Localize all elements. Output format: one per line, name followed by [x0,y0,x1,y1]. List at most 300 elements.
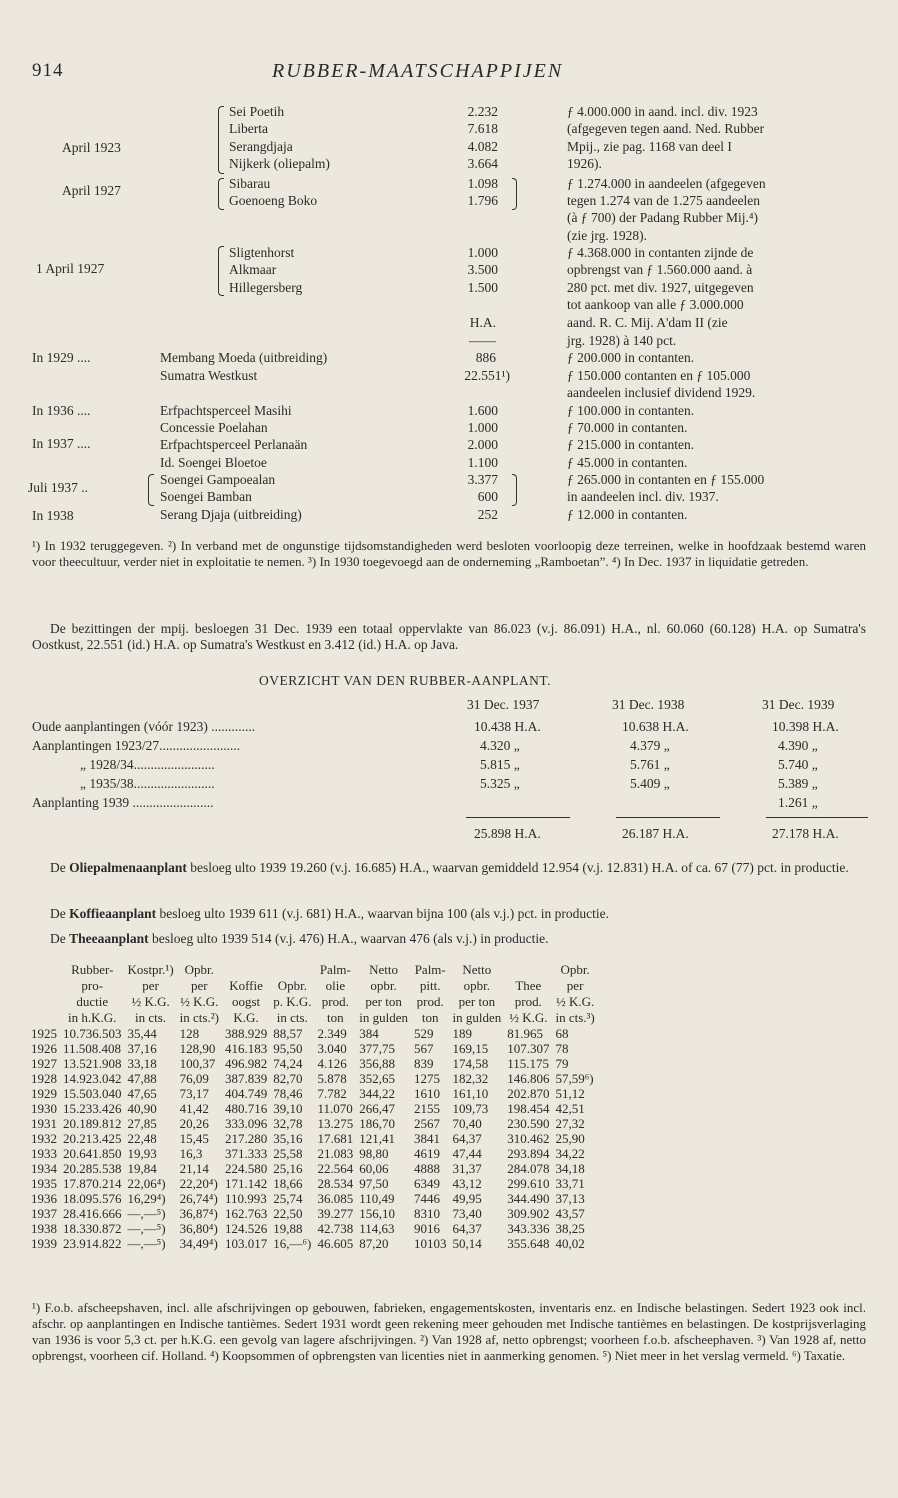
table-cell: 34,22 [555,1146,585,1161]
ha-label: H.A. [469,315,496,330]
area-value: 1.796 [467,193,498,208]
table-cell: 352,65 [359,1071,395,1086]
header-cell [28,978,60,994]
para-prefix: De [50,860,66,875]
overview-col-header: 31 Dec. 1938 [612,697,685,712]
acq-note: aandeelen inclusief dividend 1929. [567,385,756,400]
table-cell: 35,44 [127,1026,157,1041]
year-cell: 1929 [31,1086,57,1101]
overview-cell: 10.438 H.A. [474,719,541,734]
para-term: Oliepalmenaanplant [69,860,187,875]
acq-note: aand. R. C. Mij. A'dam II (zie [567,315,728,330]
estate-name: Liberta [229,121,268,136]
acq-note: 280 pct. met div. 1927, uitgegeven [567,280,754,295]
header-cell: in cts.³) [555,1010,595,1025]
table-cell: 230.590 [507,1116,550,1131]
year-cell: 1927 [31,1056,57,1071]
table-cell: 40,90 [127,1101,157,1116]
table-cell: 496.982 [224,1056,268,1071]
area-value: 7.618 [467,121,498,136]
table-cell: 16,—⁶) [273,1236,312,1251]
table-cell: 33,18 [127,1056,157,1071]
table-cell: 416.183 [224,1041,268,1056]
table-cell: 110,49 [359,1191,395,1206]
table-cell: 37,16 [127,1041,157,1056]
overview-cell: 5.325 „ [480,776,520,791]
table-cell: 182,32 [452,1071,489,1086]
para-term: Koffieaanplant [69,906,157,921]
header-cell: p. K.G. [273,994,312,1009]
table-cell: 309.902 [507,1206,550,1221]
table-cell: 23.914.822 [63,1236,122,1251]
table-row [28,1176,598,1191]
header-cell: prod. [321,994,349,1009]
table-cell: 7446 [413,1191,440,1206]
table-cell: 9016 [413,1221,440,1236]
table-cell: 16,3 [179,1146,203,1161]
table-cell: 33,71 [555,1176,585,1191]
table-cell: 21.083 [317,1146,354,1161]
table-cell: 27,85 [127,1116,157,1131]
estate-name: Sumatra Westkust [160,368,258,383]
table-cell: 70,40 [452,1116,482,1131]
header-cell: Opbr. [184,962,214,977]
table-cell: 36,87⁴) [179,1206,218,1221]
table-cell: 36.085 [317,1191,354,1206]
table-cell: 1275 [413,1071,440,1086]
para-prefix: De [50,906,66,921]
header-cell: ductie [76,994,109,1009]
header-cell: Opbr. [277,978,307,993]
acq-note: tot aankoop van alle ƒ 3.000.000 [567,297,744,312]
header-cell: Netto [462,962,492,977]
table-cell: 22,48 [127,1131,157,1146]
table-row [28,1056,598,1071]
table-cell: 124.526 [224,1221,268,1236]
oilpalm-paragraph [32,860,866,876]
table-cell: 5.878 [317,1071,347,1086]
table-cell: 186,70 [359,1116,395,1131]
acq-note: ƒ 215.000 in contanten. [567,437,695,452]
table-cell: 344.490 [507,1191,550,1206]
table-cell: 47,65 [127,1086,157,1101]
overview-cell: 10.638 H.A. [622,719,689,734]
overview-col-header: 31 Dec. 1937 [467,697,540,712]
header-cell: prod. [514,994,542,1009]
table-cell: 26,74⁴) [179,1191,218,1206]
table-cell: 51,12 [555,1086,585,1101]
table-cell: 78 [555,1041,569,1056]
table-cell: 50,14 [452,1236,482,1251]
overview-col-header: 31 Dec. 1939 [762,697,835,712]
table-row [28,1221,598,1236]
area-value: 886 [475,350,496,365]
table-cell: 377,75 [359,1041,395,1056]
estate-name: Soengei Bamban [160,489,252,504]
header-cell: Koffie [229,978,263,993]
header-cell: opbr. [370,978,397,993]
production-table [28,962,598,1251]
year-cell: 1930 [31,1101,57,1116]
page-title: RUBBER-MAATSCHAPPIJEN [272,60,564,82]
sum-rule [466,817,570,818]
table-cell: 64,37 [452,1131,482,1146]
header-row [28,962,598,978]
table-cell: 64,37 [452,1221,482,1236]
table-cell: 35,16 [273,1131,303,1146]
acq-note: Mpij., zie pag. 1168 van deel I [567,139,732,154]
table-cell: 74,24 [273,1056,303,1071]
table-row [28,1071,598,1086]
table-cell: 17.681 [317,1131,354,1146]
acq-note: 1926). [567,156,602,171]
header-cell: in cts.²) [179,1010,219,1025]
header-cell: Kostpr.¹) [127,962,174,977]
table-cell: 310.462 [507,1131,550,1146]
table-cell: 2567 [413,1116,440,1131]
overview-row-label: „ 1928/34........................ [80,757,215,772]
brace [148,474,154,506]
table-cell: 19,84 [127,1161,157,1176]
table-cell: 49,95 [452,1191,482,1206]
header-cell [222,962,270,978]
acq-note: in aandeelen incl. div. 1937. [567,489,719,504]
table-cell: 78,46 [273,1086,303,1101]
area-value: 1.000 [467,245,498,260]
acq-note: ƒ 265.000 in contanten en ƒ 155.000 [567,472,765,487]
header-cell [28,1010,60,1026]
table-cell: 39,10 [273,1101,303,1116]
table-cell: 34,49⁴) [179,1236,218,1251]
overview-cell: 4.390 „ [778,738,818,753]
table-cell: 42,51 [555,1101,585,1116]
table-row [28,1146,598,1161]
table-cell: 31,37 [452,1161,482,1176]
table-cell: 344,22 [359,1086,395,1101]
overview-total: 26.187 H.A. [622,826,689,841]
estate-name: Concessie Poelahan [160,420,268,435]
table-cell: 839 [413,1056,434,1071]
table-cell: 43,57 [555,1206,585,1221]
acq-note: (afgegeven tegen aand. Ned. Rubber [567,121,765,136]
acq-date: In 1937 .... [32,436,91,451]
header-cell: Rubber- [71,962,114,977]
table-cell: 10.736.503 [63,1026,122,1041]
header-cell: in gulden [359,1010,408,1025]
overview-cell: 5.409 „ [630,776,670,791]
area-value: 1.100 [467,455,498,470]
table-cell: 17.870.214 [63,1176,122,1191]
overview-row-label: Aanplanting 1939 ........................ [32,795,214,810]
estate-name: Nijkerk (oliepalm) [229,156,330,171]
acq-date: April 1923 [62,140,121,155]
overview-total: 25.898 H.A. [474,826,541,841]
table-cell: 57,59⁶) [555,1071,594,1086]
table-row [28,1206,598,1221]
table-cell: 156,10 [359,1206,395,1221]
header-cell: per [190,978,208,993]
table-cell: 36,80⁴) [179,1221,218,1236]
para-term: Theeaanplant [69,931,149,946]
table-cell: 15.233.426 [63,1101,122,1116]
area-value: 4.082 [467,139,498,154]
table-cell: 73,40 [452,1206,482,1221]
acq-note: ƒ 45.000 in contanten. [567,455,688,470]
header-cell [28,962,60,978]
page-number: 914 [32,60,64,81]
table-cell: 25,16 [273,1161,303,1176]
table-cell: 20.213.425 [63,1131,122,1146]
area-value: 252 [477,507,498,522]
table-cell: 22,20⁴) [179,1176,218,1191]
header-row [28,978,598,994]
year-cell: 1926 [31,1041,57,1056]
overview-row-label: Oude aanplantingen (vóór 1923) ............. [32,719,256,734]
year-cell: 1938 [31,1221,57,1236]
table-cell: 371.333 [224,1146,268,1161]
acq-date: In 1936 .... [32,403,91,418]
estate-name: Goenoeng Boko [229,193,318,208]
table-cell: 25,58 [273,1146,303,1161]
table-cell: 98,80 [359,1146,389,1161]
table-cell: 40,02 [555,1236,585,1251]
area-value: 2.232 [467,104,498,119]
table-cell: 22,06⁴) [127,1176,166,1191]
table-cell: 14.923.042 [63,1071,122,1086]
estate-name: Serang Djaja (uitbreiding) [160,507,302,522]
table-cell: 28.534 [317,1176,354,1191]
table-cell: —,—⁵) [127,1221,166,1236]
overview-cell: 10.398 H.A. [772,719,839,734]
table-cell: 2155 [413,1101,440,1116]
table-cell: 333.096 [224,1116,268,1131]
acq-note: ƒ 200.000 in contanten. [567,350,695,365]
acq-note: opbrengst van ƒ 1.560.000 aand. à [567,262,753,277]
header-cell: prod. [416,994,444,1009]
header-row [28,1010,598,1026]
table-cell: 4888 [413,1161,440,1176]
estate-name: Sibarau [229,176,271,191]
year-cell: 1931 [31,1116,57,1131]
table-cell: 15.503.040 [63,1086,122,1101]
table-cell: 87,20 [359,1236,389,1251]
area-value: 3.664 [467,156,498,171]
table-cell: 161,10 [452,1086,489,1101]
table-cell: 95,50 [273,1041,303,1056]
table-cell: 343.336 [507,1221,550,1236]
overview-row-label: „ 1935/38........................ [80,776,215,791]
brace [512,474,517,506]
table-cell: 189 [452,1026,472,1041]
year-cell: 1936 [31,1191,57,1206]
header-cell: ½ K.G. [555,994,595,1009]
table-cell: 174,58 [452,1056,489,1071]
brace [218,106,224,174]
table-row [28,1026,598,1041]
production-table-body [28,1026,598,1251]
header-cell: opbr. [463,978,491,993]
table-cell: 41,42 [179,1101,209,1116]
year-cell: 1933 [31,1146,57,1161]
area-value: 22.551¹) [464,368,510,383]
tea-paragraph [32,931,866,947]
header-cell: ½ K.G. [180,994,219,1009]
table-cell: 47,88 [127,1071,157,1086]
table-cell: 15,45 [179,1131,209,1146]
table-cell: 171.142 [224,1176,268,1191]
table-cell: 28.416.666 [63,1206,122,1221]
header-cell: Palm- [414,962,446,977]
brace [218,178,224,210]
estate-name: Erfpachtsperceel Masihi [160,403,292,418]
table-cell: 198.454 [507,1101,550,1116]
table-cell: 388.929 [224,1026,268,1041]
possessions-paragraph: De bezittingen der mpij. besloegen 31 Dec. 1939 een totaal oppervlakte van 86.023 (v.j. 86.091) H.A., nl. 60.060 (60.128) H.A. op Sumatra's Oostkust, 22.551 (id.) H.A. op Sumatra's Westkust en 3.412 (id.) H.A. op Java. [32,621,866,652]
estate-name: Serangdjaja [229,139,293,154]
acq-date: April 1927 [62,183,121,198]
year-cell: 1937 [31,1206,57,1221]
estate-name: Soengei Gampoealan [160,472,276,487]
sum-rule [616,817,720,818]
table-cell: 97,50 [359,1176,389,1191]
table-cell: 82,70 [273,1071,303,1086]
table-cell: 25,74 [273,1191,303,1206]
header-cell: olie [325,978,346,993]
table-cell: 128 [179,1026,200,1041]
header-cell: pitt. [419,978,441,993]
table-cell: 10103 [413,1236,447,1251]
acq-note: jrg. 1928) à 140 pct. [567,333,677,348]
table-cell: 115.175 [507,1056,549,1071]
overview-total: 27.178 H.A. [772,826,839,841]
year-cell: 1939 [31,1236,57,1251]
table-cell: 224.580 [224,1161,268,1176]
header-cell: per [566,978,584,993]
year-cell: 1935 [31,1176,57,1191]
acq-date: In 1929 .... [32,350,91,365]
table-cell: 19,93 [127,1146,157,1161]
header-cell: ½ K.G. [131,994,170,1009]
overview-cell: 5.389 „ [778,776,818,791]
table-cell: 20.641.850 [63,1146,122,1161]
table-row [28,1131,598,1146]
table-cell: 293.894 [507,1146,550,1161]
table-cell: 76,09 [179,1071,209,1086]
header-cell: pro- [81,978,104,993]
acq-date: In 1938 [32,508,74,523]
table-cell: 20,26 [179,1116,209,1131]
area-value: 3.377 [467,472,498,487]
table-cell: 21,14 [179,1161,209,1176]
table-cell: 81.965 [507,1026,543,1041]
table-cell: 4.126 [317,1056,347,1071]
table-cell: 18.095.576 [63,1191,122,1206]
table-cell: 266,47 [359,1101,395,1116]
table-row [28,1161,598,1176]
area-value: 1.000 [467,420,498,435]
table-cell: 384 [359,1026,379,1041]
para-text: besloeg ulto 1939 611 (v.j. 681) H.A., waarvan bijna 100 (als v.j.) pct. in productie. [159,906,610,921]
para-prefix: De [50,931,66,946]
acq-note: ƒ 1.274.000 in aandeelen (afgegeven [567,176,766,191]
acq-note: ƒ 100.000 in contanten. [567,403,695,418]
para-text: besloeg ulto 1939 514 (v.j. 476) H.A., waarvan 476 (als v.j.) in productie. [152,931,549,946]
header-cell: in cts. [276,1010,308,1025]
area-value: 1.098 [467,176,498,191]
header-cell: Opbr. [560,962,590,977]
table-cell: 3841 [413,1131,440,1146]
ha-dash: —— [469,333,496,348]
header-cell: ½ K.G. [509,1010,548,1025]
estate-name: Id. Soengei Bloetoe [160,455,267,470]
table-cell: 18,66 [273,1176,303,1191]
header-cell: in cts. [135,1010,167,1025]
table-cell: 39.277 [317,1206,354,1221]
table-cell: 38,25 [555,1221,585,1236]
table-cell: 18.330.872 [63,1221,122,1236]
header-cell: ton [421,1010,439,1025]
header-cell: Palm- [319,962,351,977]
table-cell: 299.610 [507,1176,550,1191]
table-cell: 47,44 [452,1146,482,1161]
overview-cell: 4.320 „ [480,738,520,753]
overview-cell: 4.379 „ [630,738,670,753]
overview-cell: 1.261 „ [778,795,818,810]
header-row [28,994,598,1010]
header-cell: K.G. [233,1010,259,1025]
footnote: ¹) In 1932 teruggegeven. ²) In verband met de ongunstige tijdsomstandigheden werd besloten voorloopig deze terreinen, welke in hoofdzaak bestemd waren voor theecultuur, verder niet in exploitatie te nemen. ³) In 1930 toegevoegd aan de onderneming „Ramboetan”. ⁴) In Dec. 1937 in liquidatie getreden. [32,538,866,569]
overview-cell: 5.815 „ [480,757,520,772]
area-value: 3.500 [467,262,498,277]
table-cell: 107.307 [507,1041,550,1056]
table-cell: 404.749 [224,1086,268,1101]
table-cell: 121,41 [359,1131,395,1146]
header-cell: in gulden [452,1010,502,1025]
header-cell: per ton [365,994,402,1009]
table-cell: 202.870 [507,1086,550,1101]
header-cell: Netto [369,962,399,977]
table-cell: 34,18 [555,1161,585,1176]
acq-date: 1 April 1927 [36,261,105,276]
table-row [28,1116,598,1131]
acq-note: ƒ 12.000 in contanten. [567,507,688,522]
area-value: 1.600 [467,403,498,418]
acq-date: Juli 1937 .. [28,480,89,495]
table-row [28,1101,598,1116]
table-cell: 284.078 [507,1161,550,1176]
table-row [28,1041,598,1056]
acq-note: ƒ 4.368.000 in contanten zijnde de [567,245,754,260]
table-cell: 42.738 [317,1221,354,1236]
table-cell: 37,13 [555,1191,585,1206]
header-cell: in h.K.G. [68,1010,117,1025]
table-cell: 8310 [413,1206,440,1221]
table-cell: 32,78 [273,1116,303,1131]
acq-note: (zie jrg. 1928). [567,228,647,243]
table-cell: 16,29⁴) [127,1191,166,1206]
area-value: 1.500 [467,280,498,295]
sum-rule [766,817,868,818]
table-cell: 19,88 [273,1221,303,1236]
table-row [28,1191,598,1206]
table-cell: 7.782 [317,1086,347,1101]
footnote: ¹) F.o.b. afscheepshaven, incl. alle afschrijvingen op gebouwen, fabrieken, engagementskosten, inventaris enz. en Indische belastingen. Sedert 1923 ook incl. afschr. op aanplantingen en Indische tantièmes. Sedert 1931 wordt geen rekening meer gehouden met Indische tantièmes en belastingen. De kostprijsverlaging van 1936 is voor 5,3 ct. per h.K.G. een gevolg van lagere afschrijvingen. ²) Van 1928 af, netto opbrengst; voorheen f.o.b. afscheephaven. ³) Van 1928 af, netto opbrengst, voorheen cif. Holland. ⁴) Koopsommen of opbrengsten van licenties niet in aanmerking genomen. ⁵) Niet meer in het verslag vermeld. ⁶) Taxatie. [32,1300,866,1363]
table-cell: 27,32 [555,1116,585,1131]
table-cell: 169,15 [452,1041,489,1056]
table-cell: —,—⁵) [127,1206,166,1221]
acq-note: tegen 1.274 van de 1.275 aandeelen [567,193,761,208]
table-cell: 11.508.408 [63,1041,122,1056]
